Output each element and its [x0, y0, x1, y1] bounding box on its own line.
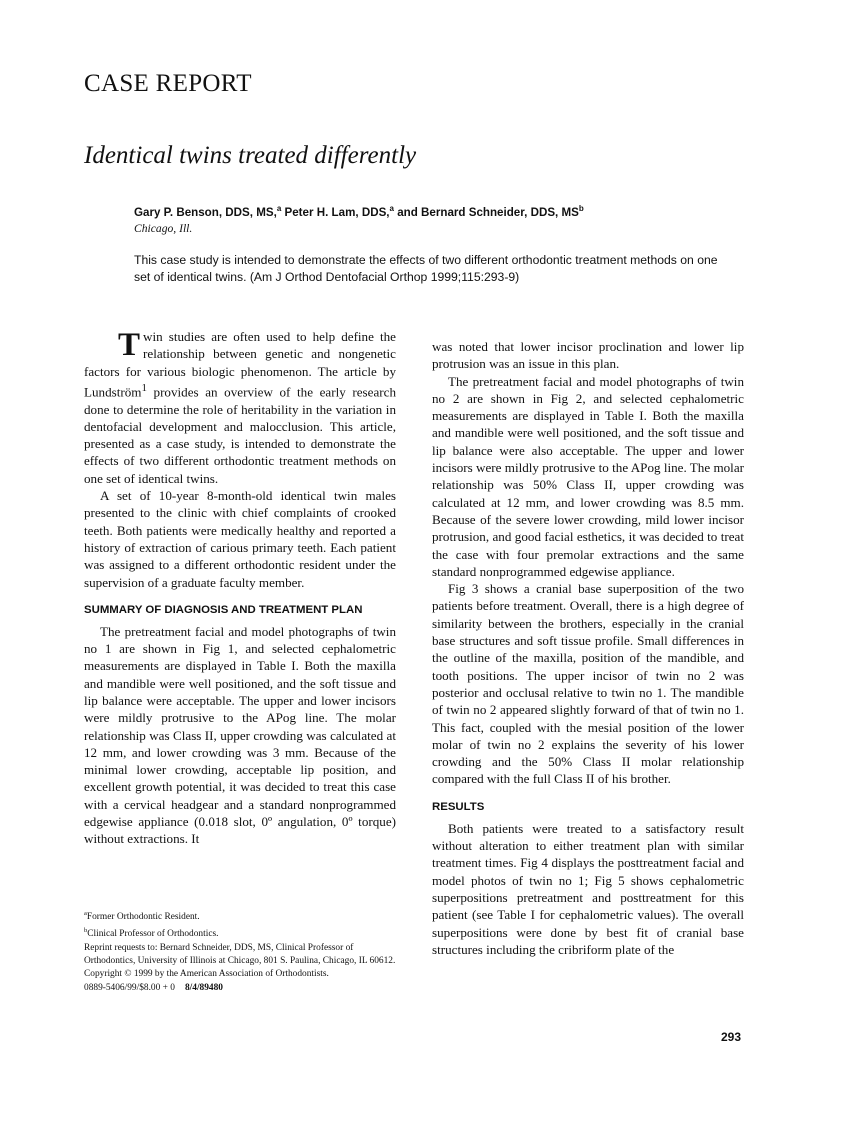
author: Gary P. Benson, DDS, MS, [134, 205, 277, 219]
section-label: CASE REPORT [84, 70, 252, 97]
paragraph: The pretreatment facial and model photographs of twin no 2 are shown in Fig 2, and selected cephalometric measurements are displayed in Table I. Both the maxilla and mandible were well positioned, and the soft tissue and lip balance were also acceptable. The upper and lower incisors were mildly protrusive to the APog line. The molar relationship was 50% Class II, upper crowding was calculated at 12 mm, and lower crowding was 8.5 mm. Because of the severe lower crowding, mild lower incisor protrusion, and good facial esthetics, it was decided to treat the case with four premolar extractions and the same standard nonprogrammed edgewise appliance. [432, 373, 744, 579]
affiliation-mark: b [578, 204, 584, 213]
affiliation-mark: a [276, 204, 282, 213]
section-heading: SUMMARY OF DIAGNOSIS AND TREATMENT PLAN [84, 603, 363, 616]
page-number: 293 [721, 1030, 742, 1044]
paragraph: A set of 10-year 8-month-old identical twin males presented to the clinic with chief complaints of crooked teeth. Both patients were medically healthy and reported a history of extraction of carious primary teeth. Each patient was assigned to a different orthodontic resident under the supervision of a graduate faculty member. [84, 488, 396, 590]
issn: 0889-5406/99/$8.00 + 0 [84, 982, 175, 993]
author: and Bernard Schneider, DDS, MS [393, 205, 579, 219]
paragraph: was noted that lower incisor proclination and lower lip protrusion was an issue in this plan. [432, 339, 744, 372]
reference-mark: 1 [141, 381, 147, 394]
left-column [84, 328, 396, 848]
article-title: Identical twins treated differently [84, 142, 417, 169]
drop-cap: T [118, 327, 141, 363]
paragraph: Fig 3 shows a cranial base superposition of the two patients before treatment. Overall, there is a high degree of similarity between the brothers, especially in the cranial base structures and soft tissue profile. Small differences in the outline of the maxilla, position of the mandible, and tooth positions. The upper incisor of twin no 2 was posterior and occlusal relative to twin no 1. The mandible of twin no 2 appeared slightly forward of that of twin no 1. This fact, coupled with the mesial position of the lower molar of twin no 2 explains the severity of his lower crowding and the 50% Class II molar relationship compared with the full Class II of his brother. [432, 581, 744, 787]
paragraph: The pretreatment facial and model photographs of twin no 1 are shown in Fig 1, and selected cephalometric measurements are displayed in Table I. Both the maxilla and mandible were well positioned, and the soft tissue and lip balance were acceptable. The upper and lower incisors were mildly protrusive to the APog line. The molar relationship was Class II, upper crowding was calculated at 12 mm, and lower crowding was 3 mm. Because of the minimal lower crowding, acceptable lip position, and excellent growth potential, it was decided to treat this case with a cervical headgear and a standard nonprogrammed edgewise appliance (0.018 slot, 0º angulation, 0º torque) without extractions. It [84, 623, 396, 847]
section-heading: RESULTS [432, 800, 485, 813]
abstract: This case study is intended to demonstrate the effects of two different orthodontic treatment methods on one set of identical twins. (Am J Orthod Dentofacial Orthop 1999;115:293-9) [134, 253, 718, 284]
footnote-mark: a [84, 910, 87, 917]
author-list [134, 204, 584, 219]
footnote: Former Orthodontic Resident. [86, 912, 200, 923]
author: Peter H. Lam, DDS, [281, 205, 390, 219]
article-code: 8/4/89480 [184, 982, 223, 993]
right-column [432, 338, 744, 958]
copyright: Copyright © 1999 by the American Association of Orthodontists. [84, 969, 329, 980]
paragraph: Both patients were treated to a satisfactory result without alteration to either treatment plan with similar treatment times. Fig 4 displays the posttreatment facial and model photos of twin no 1; Fig 5 shows cephalometric superpositions pretreatment and posttreatment for this patient (see Table I for cephalometric values). The overall superpositions were done by best fit of cranial base structures including the cribriform plate of the [432, 820, 744, 957]
paragraph-text: win studies are often used to help define the relationship between genetic and nongenetic factors for various biologic phenomenon. The article by Lundström [84, 329, 396, 400]
footnotes [84, 907, 404, 995]
author-location: Chicago, Ill. [134, 222, 193, 235]
paragraph [84, 328, 396, 487]
paragraph-text: provides an overview of the early research done to determine the role of heritability in the variation in dentofacial development and malocclusion. This article, presented as a case study, is intended to demonstrate the effects of two different orthodontic treatment methods on one set of identical twins. [84, 384, 396, 486]
footnote-mark: b [84, 927, 88, 935]
affiliation-mark: a [389, 204, 394, 213]
footnote: Clinical Professor of Orthodontics. [87, 929, 219, 940]
reprint-note: Reprint requests to: Bernard Schneider, DDS, MS, Clinical Professor of Orthodontics, University of Illinois at Chicago, 801 S. Paulina, Chicago, IL 60612. [84, 942, 396, 967]
